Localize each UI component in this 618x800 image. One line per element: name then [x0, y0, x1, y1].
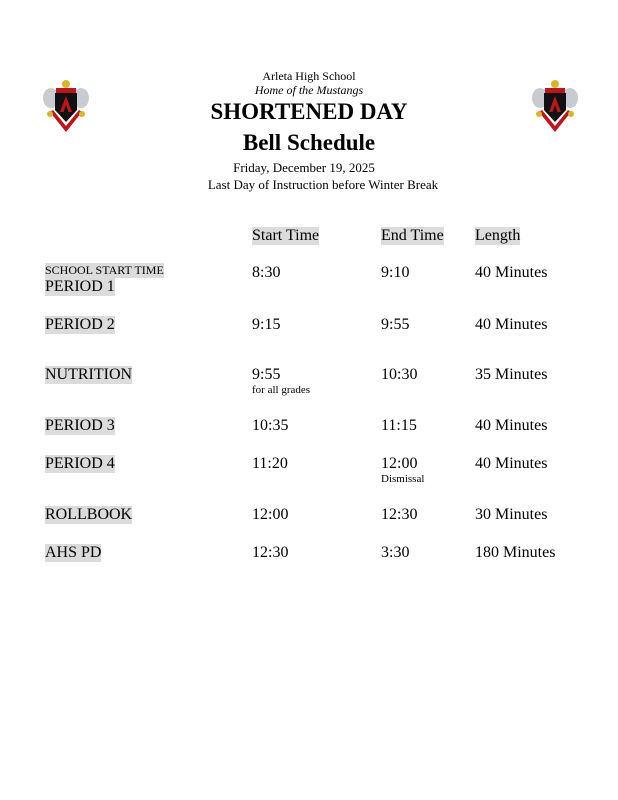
row-end: 3:30 [381, 544, 410, 561]
row-label: PERIOD 2 [45, 316, 115, 333]
row-start: 9:55 [252, 366, 281, 383]
row-start: 10:35 [252, 417, 289, 434]
row-start: 9:15 [252, 316, 281, 333]
column-header-start: Start Time [252, 227, 320, 244]
column-header-length: Length [475, 227, 521, 244]
row-start: 8:30 [252, 264, 281, 281]
schedule-date: Friday, December 19, 2025 [233, 160, 375, 175]
row-end: 9:10 [381, 264, 410, 281]
row-label: AHS PD [45, 544, 102, 561]
row-label: NUTRITION [45, 366, 133, 383]
page-title: SHORTENED DAY [210, 99, 408, 124]
row-start: 11:20 [252, 455, 288, 472]
row-length: 40 Minutes [475, 455, 548, 472]
row-label: PERIOD 4 [45, 455, 115, 472]
row-length: 40 Minutes [475, 417, 548, 434]
row-length: 40 Minutes [475, 264, 548, 281]
row-start-note: for all grades [252, 384, 311, 396]
row-end: 10:30 [381, 366, 418, 383]
row-label: PERIOD 3 [45, 417, 115, 434]
page-subtitle: Bell Schedule [242, 130, 376, 155]
row-length: 30 Minutes [475, 506, 548, 523]
column-header-end: End Time [381, 227, 444, 244]
row-start: 12:30 [252, 544, 289, 561]
row-end: 9:55 [381, 316, 410, 333]
row-length: 180 Minutes [475, 544, 556, 561]
row-length: 40 Minutes [475, 316, 548, 333]
row-label: ROLLBOOK [45, 506, 133, 523]
row-label: PERIOD 1 [45, 278, 115, 295]
row-length: 35 Minutes [475, 366, 548, 383]
row-end: 11:15 [381, 417, 417, 434]
row-start: 12:00 [252, 506, 289, 523]
school-name: Arleta High School [262, 69, 356, 83]
row-pre-label: SCHOOL START TIME [45, 263, 164, 277]
row-end-note: Dismissal [381, 473, 425, 485]
row-end: 12:30 [381, 506, 418, 523]
school-motto: Home of the Mustangs [254, 83, 364, 97]
row-end: 12:00 [381, 455, 418, 472]
schedule-note: Last Day of Instruction before Winter Break [207, 177, 439, 192]
